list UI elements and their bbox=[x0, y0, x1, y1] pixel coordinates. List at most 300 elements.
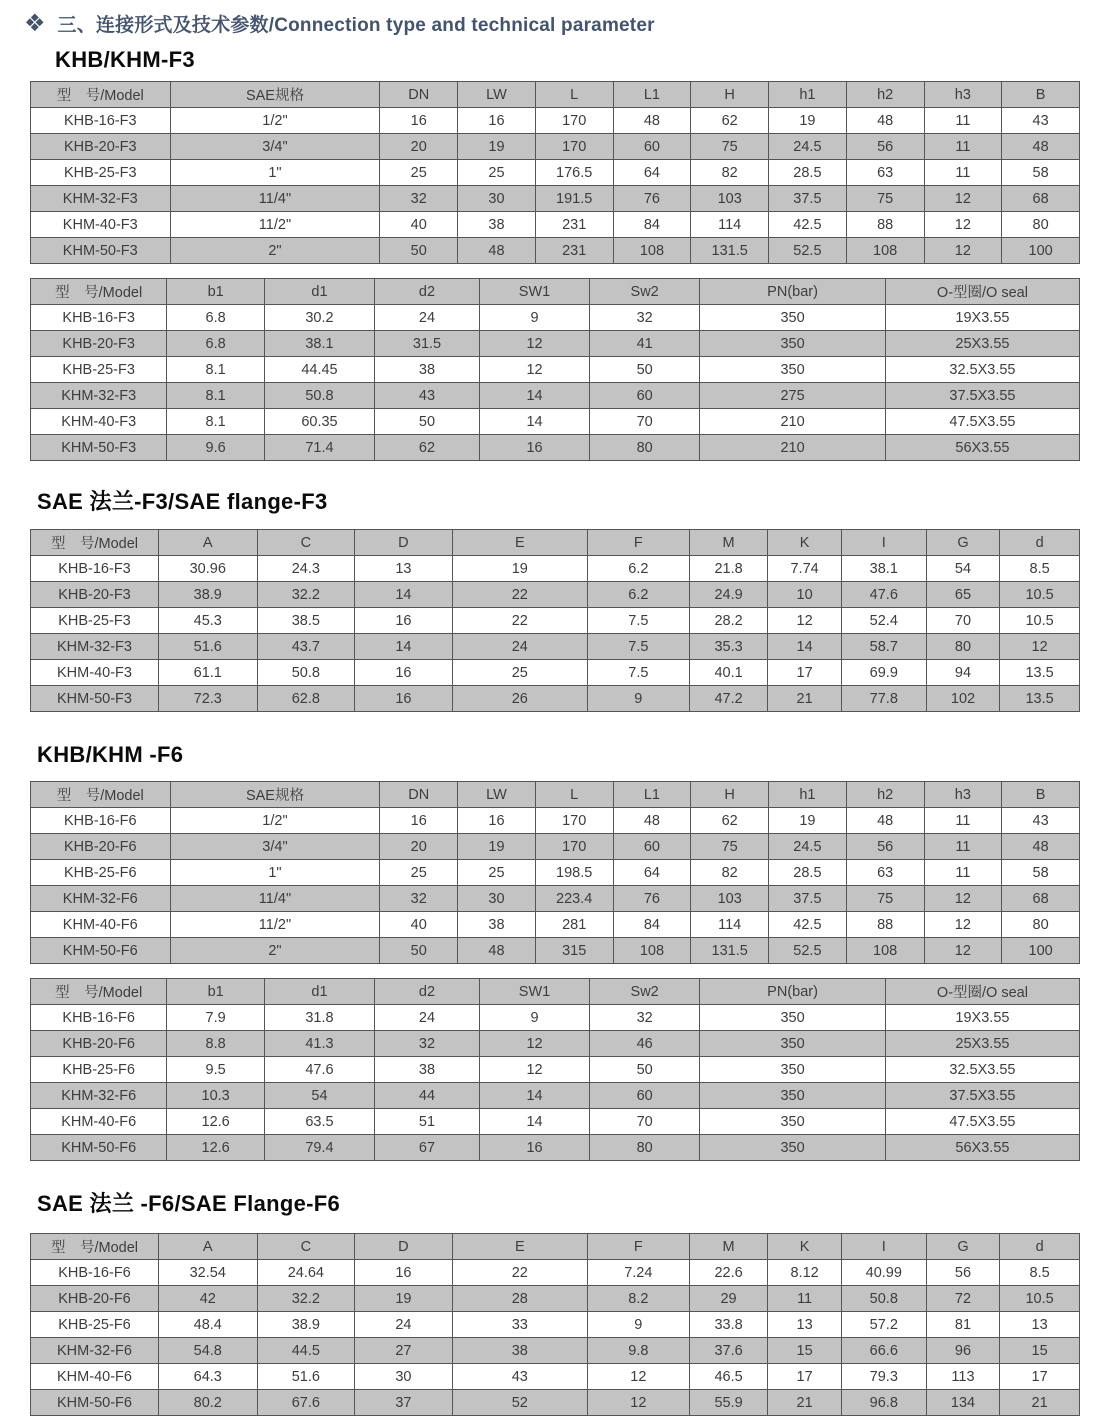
value-cell: 11 bbox=[924, 808, 1002, 834]
table-row bbox=[31, 1260, 1080, 1286]
value-cell: 68 bbox=[1002, 886, 1080, 912]
value-cell: 25X3.55 bbox=[885, 331, 1079, 357]
value-cell: 100 bbox=[1002, 938, 1080, 964]
column-header: E bbox=[452, 1234, 587, 1260]
value-cell: 7.9 bbox=[167, 1005, 265, 1031]
value-cell: 24.5 bbox=[769, 834, 847, 860]
value-cell: 72 bbox=[926, 1286, 999, 1312]
value-cell: 170 bbox=[535, 108, 613, 134]
value-cell: 75 bbox=[846, 886, 924, 912]
value-cell: 10.5 bbox=[1000, 608, 1080, 634]
value-cell: 315 bbox=[535, 938, 613, 964]
value-cell: 15 bbox=[1000, 1338, 1080, 1364]
value-cell: 170 bbox=[535, 808, 613, 834]
value-cell: 48 bbox=[846, 108, 924, 134]
value-cell: 69.9 bbox=[841, 660, 926, 686]
value-cell: 50 bbox=[380, 238, 458, 264]
value-cell: 48 bbox=[613, 808, 691, 834]
value-cell: 12.6 bbox=[167, 1135, 265, 1161]
value-cell: 43 bbox=[375, 383, 480, 409]
model-cell: KHM-32-F3 bbox=[31, 186, 171, 212]
value-cell: 22.6 bbox=[689, 1260, 768, 1286]
value-cell: 82 bbox=[691, 860, 769, 886]
value-cell: 32 bbox=[375, 1031, 480, 1057]
value-cell: 32.54 bbox=[158, 1260, 257, 1286]
column-header: h1 bbox=[769, 782, 847, 808]
value-cell: 43 bbox=[452, 1364, 587, 1390]
table-row bbox=[31, 938, 1080, 964]
table-row bbox=[31, 331, 1080, 357]
table-row bbox=[31, 305, 1080, 331]
column-header: 型 号/Model bbox=[31, 279, 167, 305]
value-cell: 80 bbox=[590, 1135, 700, 1161]
table-row bbox=[31, 608, 1080, 634]
value-cell: 20 bbox=[380, 134, 458, 160]
column-header: PN(bar) bbox=[700, 279, 886, 305]
value-cell: 62.8 bbox=[257, 686, 355, 712]
value-cell: 16 bbox=[380, 808, 458, 834]
value-cell: 61.1 bbox=[158, 660, 257, 686]
value-cell: 47.6 bbox=[264, 1057, 374, 1083]
value-cell: 19X3.55 bbox=[885, 305, 1079, 331]
value-cell: 57.2 bbox=[841, 1312, 926, 1338]
value-cell: 14 bbox=[479, 409, 589, 435]
column-header: O-型圈/O seal bbox=[885, 279, 1079, 305]
table-row bbox=[31, 556, 1080, 582]
value-cell: 10.5 bbox=[1000, 1286, 1080, 1312]
value-cell: 14 bbox=[355, 634, 453, 660]
value-cell: 9.5 bbox=[167, 1057, 265, 1083]
value-cell: 65 bbox=[926, 582, 999, 608]
value-cell: 12 bbox=[924, 938, 1002, 964]
value-cell: 60 bbox=[613, 834, 691, 860]
value-cell: 8.1 bbox=[167, 383, 265, 409]
value-cell: 30.2 bbox=[264, 305, 374, 331]
value-cell: 94 bbox=[926, 660, 999, 686]
value-cell: 17 bbox=[1000, 1364, 1080, 1390]
value-cell: 16 bbox=[479, 435, 589, 461]
table-header-row bbox=[31, 279, 1080, 305]
value-cell: 77.8 bbox=[841, 686, 926, 712]
value-cell: 8.2 bbox=[587, 1286, 689, 1312]
table-row bbox=[31, 1057, 1080, 1083]
table-row bbox=[31, 1364, 1080, 1390]
column-header: PN(bar) bbox=[700, 979, 886, 1005]
value-cell: 12 bbox=[924, 912, 1002, 938]
model-cell: KHM-40-F3 bbox=[31, 409, 167, 435]
value-cell: 19 bbox=[458, 134, 536, 160]
value-cell: 7.5 bbox=[587, 608, 689, 634]
value-cell: 48 bbox=[458, 938, 536, 964]
column-header: d bbox=[1000, 1234, 1080, 1260]
value-cell: 12 bbox=[587, 1390, 689, 1416]
value-cell: 30 bbox=[355, 1364, 453, 1390]
column-header: h1 bbox=[769, 82, 847, 108]
value-cell: 12 bbox=[479, 331, 589, 357]
value-cell: 38.1 bbox=[841, 556, 926, 582]
value-cell: 42.5 bbox=[769, 212, 847, 238]
value-cell: 7.24 bbox=[587, 1260, 689, 1286]
value-cell: 88 bbox=[846, 212, 924, 238]
column-header: D bbox=[355, 530, 453, 556]
value-cell: 62 bbox=[691, 108, 769, 134]
value-cell: 9 bbox=[479, 305, 589, 331]
value-cell: 40 bbox=[380, 912, 458, 938]
value-cell: 24.64 bbox=[257, 1260, 355, 1286]
model-cell: KHB-16-F6 bbox=[31, 808, 171, 834]
column-header: O-型圈/O seal bbox=[885, 979, 1079, 1005]
value-cell: 96.8 bbox=[841, 1390, 926, 1416]
column-header: L bbox=[535, 82, 613, 108]
value-cell: 11 bbox=[924, 108, 1002, 134]
value-cell: 35.3 bbox=[689, 634, 768, 660]
value-cell: 11 bbox=[924, 160, 1002, 186]
column-header: SAE规格 bbox=[170, 82, 380, 108]
value-cell: 56 bbox=[846, 834, 924, 860]
value-cell: 14 bbox=[355, 582, 453, 608]
value-cell: 22 bbox=[452, 582, 587, 608]
value-cell: 198.5 bbox=[535, 860, 613, 886]
khb-khm-f3-dimensions-table bbox=[30, 81, 1080, 264]
value-cell: 12 bbox=[924, 886, 1002, 912]
value-cell: 25 bbox=[452, 660, 587, 686]
value-cell: 19 bbox=[452, 556, 587, 582]
column-header: A bbox=[158, 530, 257, 556]
value-cell: 32.2 bbox=[257, 582, 355, 608]
model-cell: KHM-32-F3 bbox=[31, 634, 159, 660]
value-cell: 9.8 bbox=[587, 1338, 689, 1364]
value-cell: 8.1 bbox=[167, 409, 265, 435]
value-cell: 48 bbox=[846, 808, 924, 834]
value-cell: 50.8 bbox=[257, 660, 355, 686]
value-cell: 16 bbox=[479, 1135, 589, 1161]
sae-flange-f3-table bbox=[30, 529, 1080, 712]
value-cell: 27 bbox=[355, 1338, 453, 1364]
value-cell: 11 bbox=[924, 134, 1002, 160]
value-cell: 48 bbox=[613, 108, 691, 134]
column-header: I bbox=[841, 530, 926, 556]
value-cell: 38.5 bbox=[257, 608, 355, 634]
value-cell: 60 bbox=[590, 383, 700, 409]
value-cell: 50.8 bbox=[841, 1286, 926, 1312]
value-cell: 350 bbox=[700, 1083, 886, 1109]
value-cell: 62 bbox=[375, 435, 480, 461]
value-cell: 80 bbox=[926, 634, 999, 660]
value-cell: 28.2 bbox=[689, 608, 768, 634]
table-row bbox=[31, 1312, 1080, 1338]
value-cell: 25 bbox=[458, 860, 536, 886]
value-cell: 231 bbox=[535, 212, 613, 238]
value-cell: 11/4" bbox=[170, 886, 380, 912]
value-cell: 350 bbox=[700, 1057, 886, 1083]
table-row bbox=[31, 1109, 1080, 1135]
value-cell: 40.99 bbox=[841, 1260, 926, 1286]
value-cell: 102 bbox=[926, 686, 999, 712]
value-cell: 64 bbox=[613, 860, 691, 886]
model-cell: KHM-50-F6 bbox=[31, 1390, 159, 1416]
table-row bbox=[31, 238, 1080, 264]
value-cell: 14 bbox=[479, 383, 589, 409]
table-row bbox=[31, 160, 1080, 186]
value-cell: 13.5 bbox=[1000, 686, 1080, 712]
value-cell: 31.8 bbox=[264, 1005, 374, 1031]
column-header: H bbox=[691, 782, 769, 808]
table-row bbox=[31, 1031, 1080, 1057]
value-cell: 38 bbox=[458, 912, 536, 938]
khb-khm-f6-dimensions-table bbox=[30, 781, 1080, 964]
value-cell: 37 bbox=[355, 1390, 453, 1416]
column-header: DN bbox=[380, 782, 458, 808]
table-header-row bbox=[31, 1234, 1080, 1260]
value-cell: 75 bbox=[846, 186, 924, 212]
value-cell: 52.4 bbox=[841, 608, 926, 634]
value-cell: 12 bbox=[924, 238, 1002, 264]
section-heading-sae-flange-f3: SAE 法兰-F3/SAE flange-F3 bbox=[37, 489, 328, 514]
value-cell: 8.1 bbox=[167, 357, 265, 383]
value-cell: 113 bbox=[926, 1364, 999, 1390]
value-cell: 80 bbox=[1002, 912, 1080, 938]
value-cell: 44.45 bbox=[264, 357, 374, 383]
table-row bbox=[31, 860, 1080, 886]
model-cell: KHB-25-F3 bbox=[31, 608, 159, 634]
column-header: C bbox=[257, 530, 355, 556]
column-header: d1 bbox=[264, 279, 374, 305]
column-header: LW bbox=[458, 82, 536, 108]
column-header: C bbox=[257, 1234, 355, 1260]
value-cell: 22 bbox=[452, 1260, 587, 1286]
value-cell: 38.9 bbox=[257, 1312, 355, 1338]
khb-khm-f3-details-table bbox=[30, 278, 1080, 461]
column-header: A bbox=[158, 1234, 257, 1260]
value-cell: 24.5 bbox=[769, 134, 847, 160]
value-cell: 176.5 bbox=[535, 160, 613, 186]
value-cell: 67 bbox=[375, 1135, 480, 1161]
value-cell: 37.5 bbox=[769, 186, 847, 212]
diamond-cluster-icon: ❖ bbox=[24, 9, 46, 37]
column-header: Sw2 bbox=[590, 279, 700, 305]
value-cell: 6.8 bbox=[167, 305, 265, 331]
value-cell: 32 bbox=[380, 186, 458, 212]
table-row bbox=[31, 834, 1080, 860]
column-header: 型 号/Model bbox=[31, 1234, 159, 1260]
value-cell: 24 bbox=[375, 1005, 480, 1031]
column-header: d1 bbox=[264, 979, 374, 1005]
table-row bbox=[31, 383, 1080, 409]
value-cell: 38 bbox=[452, 1338, 587, 1364]
value-cell: 56X3.55 bbox=[885, 1135, 1079, 1161]
column-header: K bbox=[768, 1234, 841, 1260]
value-cell: 48.4 bbox=[158, 1312, 257, 1338]
value-cell: 52.5 bbox=[769, 238, 847, 264]
value-cell: 8.12 bbox=[768, 1260, 841, 1286]
column-header: Sw2 bbox=[590, 979, 700, 1005]
value-cell: 8.5 bbox=[1000, 556, 1080, 582]
value-cell: 12 bbox=[1000, 634, 1080, 660]
column-header: I bbox=[841, 1234, 926, 1260]
value-cell: 6.2 bbox=[587, 582, 689, 608]
value-cell: 32 bbox=[590, 1005, 700, 1031]
value-cell: 79.3 bbox=[841, 1364, 926, 1390]
value-cell: 32.5X3.55 bbox=[885, 357, 1079, 383]
value-cell: 48 bbox=[1002, 834, 1080, 860]
table-row bbox=[31, 1286, 1080, 1312]
model-cell: KHB-16-F3 bbox=[31, 305, 167, 331]
value-cell: 17 bbox=[768, 1364, 841, 1390]
value-cell: 281 bbox=[535, 912, 613, 938]
value-cell: 21 bbox=[1000, 1390, 1080, 1416]
value-cell: 75 bbox=[691, 834, 769, 860]
value-cell: 350 bbox=[700, 1135, 886, 1161]
value-cell: 38 bbox=[375, 1057, 480, 1083]
model-cell: KHM-40-F6 bbox=[31, 1109, 167, 1135]
value-cell: 25 bbox=[380, 160, 458, 186]
column-header: h2 bbox=[846, 782, 924, 808]
model-cell: KHB-25-F3 bbox=[31, 160, 171, 186]
value-cell: 32.5X3.55 bbox=[885, 1057, 1079, 1083]
value-cell: 58 bbox=[1002, 860, 1080, 886]
value-cell: 58.7 bbox=[841, 634, 926, 660]
value-cell: 350 bbox=[700, 331, 886, 357]
value-cell: 16 bbox=[355, 660, 453, 686]
value-cell: 108 bbox=[846, 238, 924, 264]
value-cell: 70 bbox=[590, 1109, 700, 1135]
model-cell: KHB-16-F6 bbox=[31, 1260, 159, 1286]
value-cell: 114 bbox=[691, 912, 769, 938]
value-cell: 7.74 bbox=[768, 556, 841, 582]
value-cell: 56 bbox=[846, 134, 924, 160]
model-cell: KHM-50-F6 bbox=[31, 938, 171, 964]
value-cell: 10.3 bbox=[167, 1083, 265, 1109]
value-cell: 350 bbox=[700, 1031, 886, 1057]
value-cell: 12.6 bbox=[167, 1109, 265, 1135]
value-cell: 42.5 bbox=[769, 912, 847, 938]
value-cell: 11 bbox=[924, 860, 1002, 886]
value-cell: 37.5X3.55 bbox=[885, 383, 1079, 409]
value-cell: 63 bbox=[846, 860, 924, 886]
column-header: 型 号/Model bbox=[31, 82, 171, 108]
value-cell: 50 bbox=[590, 1057, 700, 1083]
value-cell: 32.2 bbox=[257, 1286, 355, 1312]
value-cell: 47.2 bbox=[689, 686, 768, 712]
value-cell: 56 bbox=[926, 1260, 999, 1286]
sae-flange-f6-table bbox=[30, 1233, 1080, 1416]
value-cell: 21 bbox=[768, 686, 841, 712]
value-cell: 75 bbox=[691, 134, 769, 160]
value-cell: 48 bbox=[458, 238, 536, 264]
value-cell: 12 bbox=[479, 1057, 589, 1083]
value-cell: 63 bbox=[846, 160, 924, 186]
table-row bbox=[31, 1390, 1080, 1416]
value-cell: 33.8 bbox=[689, 1312, 768, 1338]
column-header: L1 bbox=[613, 82, 691, 108]
model-cell: KHB-25-F3 bbox=[31, 357, 167, 383]
model-cell: KHB-16-F3 bbox=[31, 556, 159, 582]
table-row bbox=[31, 634, 1080, 660]
value-cell: 108 bbox=[613, 938, 691, 964]
section-heading-khb-khm-f6: KHB/KHM -F6 bbox=[37, 742, 184, 767]
value-cell: 14 bbox=[479, 1109, 589, 1135]
value-cell: 88 bbox=[846, 912, 924, 938]
column-header: M bbox=[689, 1234, 768, 1260]
value-cell: 54 bbox=[264, 1083, 374, 1109]
column-header: H bbox=[691, 82, 769, 108]
value-cell: 8.8 bbox=[167, 1031, 265, 1057]
column-header: L bbox=[535, 782, 613, 808]
value-cell: 38.1 bbox=[264, 331, 374, 357]
value-cell: 84 bbox=[613, 212, 691, 238]
value-cell: 16 bbox=[355, 608, 453, 634]
value-cell: 9 bbox=[587, 1312, 689, 1338]
value-cell: 19 bbox=[355, 1286, 453, 1312]
value-cell: 71.4 bbox=[264, 435, 374, 461]
column-header: d2 bbox=[375, 279, 480, 305]
value-cell: 24 bbox=[452, 634, 587, 660]
value-cell: 25 bbox=[380, 860, 458, 886]
value-cell: 108 bbox=[613, 238, 691, 264]
column-header: LW bbox=[458, 782, 536, 808]
value-cell: 38 bbox=[375, 357, 480, 383]
value-cell: 19X3.55 bbox=[885, 1005, 1079, 1031]
value-cell: 54 bbox=[926, 556, 999, 582]
value-cell: 48 bbox=[1002, 134, 1080, 160]
value-cell: 30.96 bbox=[158, 556, 257, 582]
value-cell: 14 bbox=[768, 634, 841, 660]
value-cell: 9 bbox=[587, 686, 689, 712]
value-cell: 24 bbox=[375, 305, 480, 331]
value-cell: 51 bbox=[375, 1109, 480, 1135]
value-cell: 15 bbox=[768, 1338, 841, 1364]
model-cell: KHM-40-F3 bbox=[31, 660, 159, 686]
value-cell: 170 bbox=[535, 134, 613, 160]
value-cell: 350 bbox=[700, 305, 886, 331]
value-cell: 62 bbox=[691, 808, 769, 834]
table-row bbox=[31, 134, 1080, 160]
value-cell: 52.5 bbox=[769, 938, 847, 964]
table-row bbox=[31, 1083, 1080, 1109]
value-cell: 350 bbox=[700, 357, 886, 383]
model-cell: KHB-20-F3 bbox=[31, 582, 159, 608]
column-header: F bbox=[587, 530, 689, 556]
column-header: B bbox=[1002, 82, 1080, 108]
value-cell: 41 bbox=[590, 331, 700, 357]
value-cell: 9 bbox=[479, 1005, 589, 1031]
column-header: SAE规格 bbox=[170, 782, 380, 808]
value-cell: 50.8 bbox=[264, 383, 374, 409]
table-row bbox=[31, 886, 1080, 912]
value-cell: 3/4" bbox=[170, 134, 380, 160]
value-cell: 16 bbox=[458, 108, 536, 134]
model-cell: KHB-20-F3 bbox=[31, 331, 167, 357]
table-row bbox=[31, 808, 1080, 834]
value-cell: 16 bbox=[458, 808, 536, 834]
model-cell: KHM-50-F3 bbox=[31, 686, 159, 712]
value-cell: 12 bbox=[479, 357, 589, 383]
value-cell: 37.5X3.55 bbox=[885, 1083, 1079, 1109]
column-header: G bbox=[926, 1234, 999, 1260]
value-cell: 28.5 bbox=[769, 160, 847, 186]
value-cell: 96 bbox=[926, 1338, 999, 1364]
value-cell: 80 bbox=[1002, 212, 1080, 238]
value-cell: 44.5 bbox=[257, 1338, 355, 1364]
value-cell: 11/2" bbox=[170, 212, 380, 238]
section-heading-sae-flange-f6: SAE 法兰 -F6/SAE Flange-F6 bbox=[37, 1191, 341, 1216]
value-cell: 210 bbox=[700, 409, 886, 435]
value-cell: 58 bbox=[1002, 160, 1080, 186]
value-cell: 31.5 bbox=[375, 331, 480, 357]
value-cell: 60.35 bbox=[264, 409, 374, 435]
value-cell: 8.5 bbox=[1000, 1260, 1080, 1286]
value-cell: 81 bbox=[926, 1312, 999, 1338]
